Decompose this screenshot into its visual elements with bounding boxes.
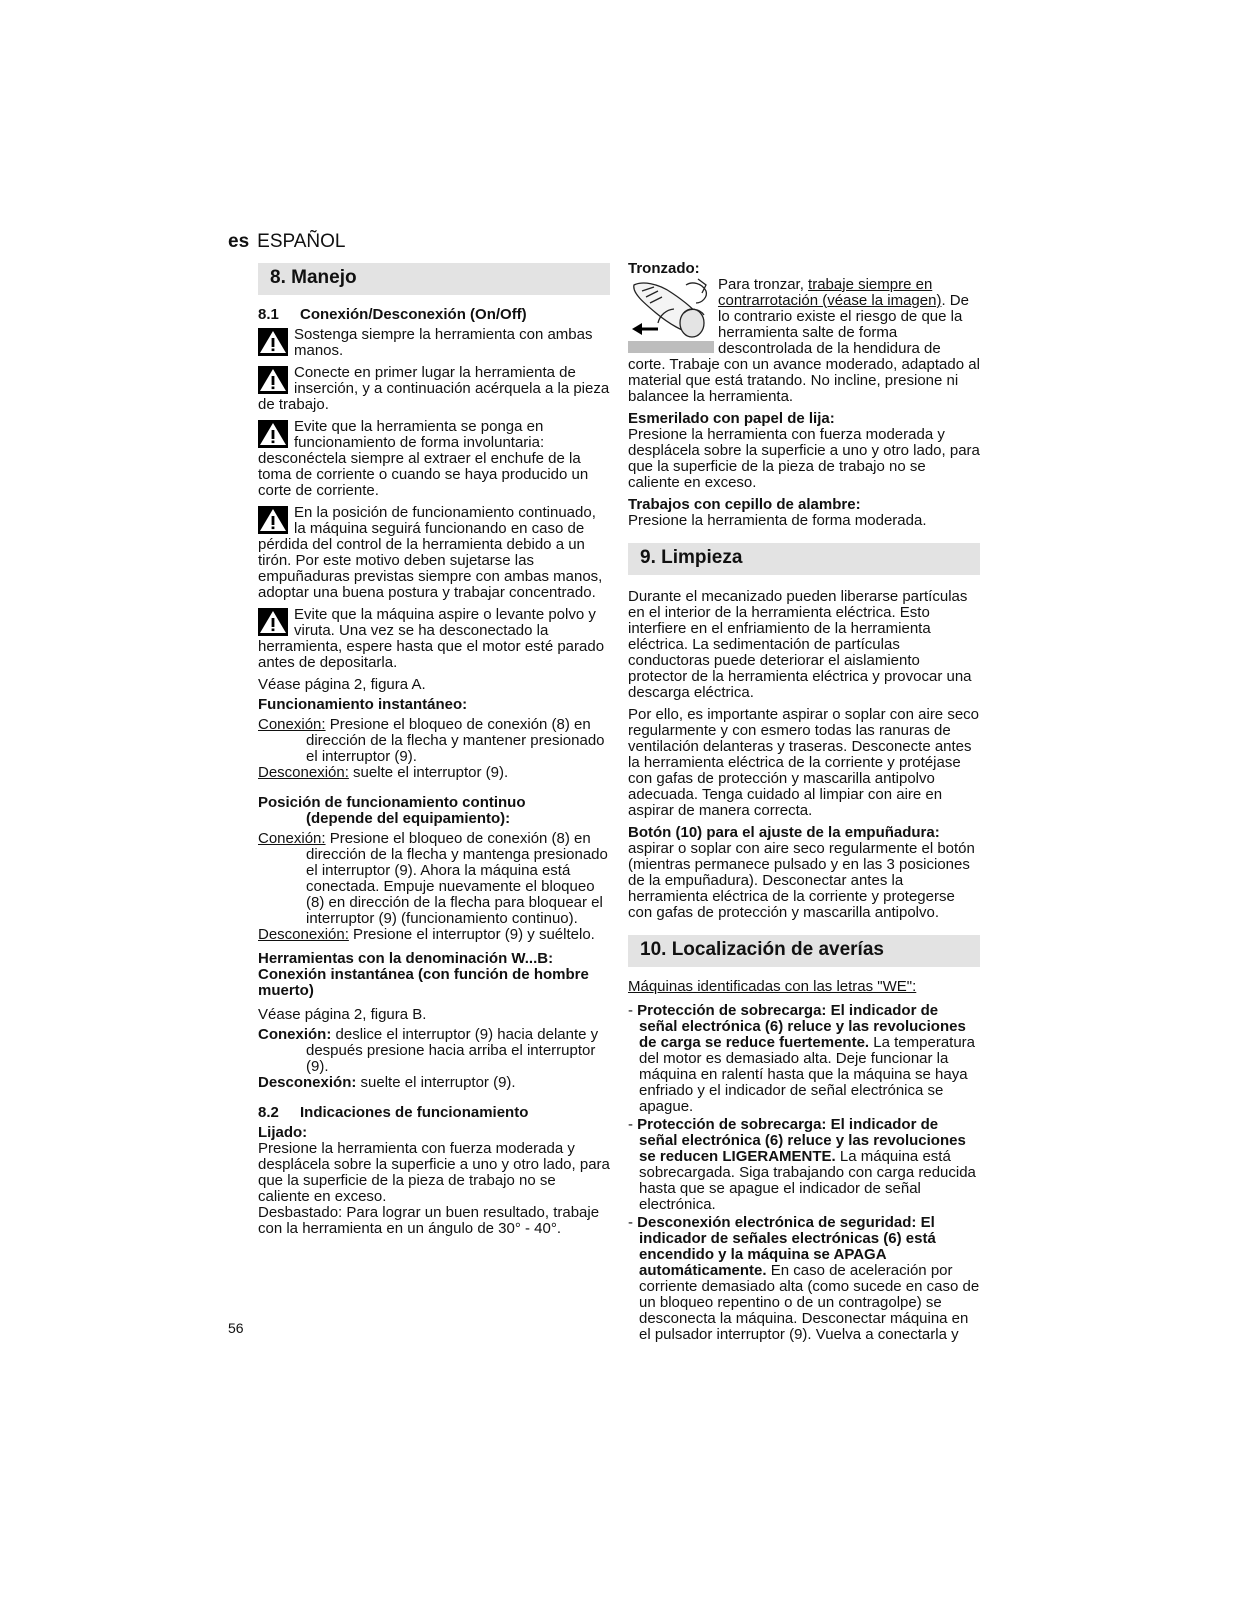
- troubleshooting-item-bold: Protección de sobrecarga: El indicador de señal electrónica (6) reluce y las revoluciones de carga se reduce fuertemente.: [637, 1002, 966, 1051]
- language-header: [228, 232, 346, 252]
- instant-off-label: Desconexión:: [258, 764, 349, 781]
- section-8-2-number: 8.2: [258, 1104, 279, 1121]
- warning-block: [258, 419, 610, 499]
- warning-icon: [258, 608, 288, 636]
- wire-brush-title: Trabajos con cepillo de alambre:: [628, 496, 861, 513]
- section-8-1-title: Conexión/Desconexión (On/Off): [300, 306, 527, 323]
- warning-block: [258, 365, 610, 413]
- warning-icon: [258, 506, 288, 534]
- wb-off-paragraph: [258, 1075, 610, 1091]
- sanding-paper-text: Presione la herramienta con fuerza moderada y desplácela sobre la superficie a uno y otro lado, para que la superficie de la pieza de trabajo no se caliente en exceso.: [628, 426, 980, 491]
- sanding-paper-title: Esmerilado con papel de lija:: [628, 410, 835, 427]
- troubleshooting-item-bold: Desconexión electrónica de seguridad: El indicador de señales electrónicas (6) está encendido y la máquina se APAGA automáticamente.: [637, 1214, 936, 1279]
- continuous-on-paragraph: [258, 831, 610, 927]
- continuous-on-label: Conexión:: [258, 830, 326, 847]
- wire-brush-text: Presione la herramienta de forma moderada.: [628, 512, 927, 529]
- continuous-on-text: Presione el bloqueo de conexión (8) en dirección de la flecha y mantenga presionado el interruptor (9). Ahora la máquina está conectada. Empuje nuevamente el bloqueo (8) en dirección de la flecha para bloquear el interruptor (9) (funcionamiento continuo).: [306, 830, 608, 927]
- troubleshooting-item-text: La máquina está sobrecargada. Siga trabajando con carga reducida hasta que se apague el indicador de señal electrónica.: [639, 1148, 976, 1213]
- cutting-text-link: trabaje siempre en contrarrotación (véase la imagen): [718, 276, 942, 309]
- instant-off-paragraph: [258, 765, 610, 781]
- instant-on-text: Presione el bloqueo de conexión (8) en dirección de la flecha y mantener presionado el interruptor (9).: [306, 716, 605, 765]
- continuous-off-label: Desconexión:: [258, 926, 349, 943]
- troubleshooting-item: - Desconexión electrónica de seguridad: El indicador de señales electrónicas (6) está encendido y la máquina se APAGA automáticamente. En caso de aceleración por corriente demasiado alta (como sucede en caso de un bloqueo repentino o de un contragolpe) se desconecta la máquina. Desconectar máquina en el pulsador interruptor (9). Vuelva a conectarla y: [628, 1214, 980, 1343]
- cutting-title: Tronzado:: [628, 260, 700, 277]
- warning-text: Sostenga siempre la herramienta con ambas manos.: [294, 326, 593, 359]
- section-10-title: 10. Localización de averías: [628, 935, 980, 967]
- continuous-off-paragraph: [258, 927, 610, 943]
- language-name: ESPAÑOL: [257, 231, 346, 252]
- left-column: [258, 263, 610, 1241]
- troubleshooting-item-text: En caso de aceleración por corriente demasiado alta (como sucede en caso de un bloqueo repentino o de un contragolpe) se desconecta la máquina. Desconectar máquina en el pulsador interruptor (9). Vuelva a conectarla y: [639, 1262, 980, 1343]
- continuous-title-2: (depende del equipamiento):: [306, 810, 511, 827]
- section-8-1-number: 8.1: [258, 306, 279, 323]
- wb-off-text: suelte el interruptor (9).: [356, 1074, 516, 1091]
- cleaning-paragraph-2: Por ello, es importante aspirar o soplar con aire seco regularmente y con esmero todas las ranuras de ventilación delanteras y traseras. Desconecte antes la herramienta eléctrica de la corriente y protéjase con gafas de protección y mascarilla antipolvo adecuada. Tenga cuidado al limpiar con aire en aspirar de manera correcta.: [628, 706, 980, 819]
- warning-block: [258, 505, 610, 601]
- troubleshooting-item-bold: Protección de sobrecarga: El indicador de señal electrónica (6) reluce y las revoluciones se reducen LIGERAMENTE.: [637, 1116, 966, 1165]
- troubleshooting-item: - Protección de sobrecarga: El indicador de señal electrónica (6) reluce y las revoluciones se reducen LIGERAMENTE. La máquina está sobrecargada. Siga trabajando con carga reducida hasta que se apague el indicador de señal electrónica.: [628, 1116, 976, 1213]
- warning-text: En la posición de funcionamiento continuado, la máquina seguirá funcionando en caso de pérdida del control de la herramienta debido a un tirón. Por este motivo deben sujetarse las empuñaduras previstas siempre con ambas manos, adoptar una buena postura y trabajar concentrado.: [258, 504, 603, 601]
- see-figure-b: Véase página 2, figura B.: [258, 1006, 427, 1023]
- cleaning-paragraph-1: Durante el mecanizado pueden liberarse partículas en el interior de la herramienta eléctrica. Esto interfiere en el enfriamiento de la herramienta eléctrica. La sedimentación de partículas conductoras puede deteriorar el aislamiento protector de la herramienta eléctrica y provocar una descarga eléctrica.: [628, 588, 972, 701]
- section-8-2-title: Indicaciones de funcionamiento: [300, 1104, 529, 1121]
- instant-operation-title: Funcionamiento instantáneo:: [258, 696, 468, 713]
- grip-button-text: aspirar o soplar con aire seco regularmente el botón (mientras permanece pulsado y en las 3 posiciones de la empuñadura). Desconectar antes la herramienta eléctrica de la corriente y protegerse con gafas de protección y mascarilla antipolvo.: [628, 840, 975, 921]
- instant-on-label: Conexión:: [258, 716, 326, 733]
- section-8-1-heading: [258, 307, 610, 323]
- warning-icon: [258, 328, 288, 356]
- warning-text: Conecte en primer lugar la herramienta de inserción, y a continuación acérquela a la pieza de trabajo.: [258, 364, 610, 413]
- section-8-title: 8. Manejo: [258, 263, 610, 295]
- warning-block: [258, 327, 610, 359]
- wb-tools-title: Herramientas con la denominación W...B: Conexión instantánea (con función de hombre muerto): [258, 950, 589, 999]
- language-code: es: [228, 231, 250, 252]
- section-8-2-heading: [258, 1105, 610, 1121]
- wb-on-paragraph: [258, 1027, 610, 1075]
- instant-off-text: suelte el interruptor (9).: [348, 764, 509, 781]
- warning-text: Evite que la herramienta se ponga en funcionamiento de forma involuntaria: desconéctela siempre al extraer el enchufe de la toma de corriente o cuando se haya producido un corte de corriente.: [258, 418, 589, 499]
- sanding-text: Presione la herramienta con fuerza moderada y desplácela sobre la superficie a uno y otro lado, para que la superficie de la pieza de trabajo no se caliente en exceso.: [258, 1140, 610, 1205]
- roughing-text: Desbastado: Para lograr un buen resultado, trabaje con la herramienta en un ángulo de 30° - 40°.: [258, 1204, 600, 1237]
- grip-button-title: Botón (10) para el ajuste de la empuñadura:: [628, 824, 940, 841]
- cutting-text-pre: Para tronzar,: [718, 276, 809, 293]
- warning-icon: [258, 420, 288, 448]
- warning-text: Evite que la máquina aspire o levante polvo y viruta. Una vez se ha desconectado la herramienta, espere hasta que el motor esté parado antes de depositarla.: [258, 606, 605, 671]
- troubleshooting-item: - Protección de sobrecarga: El indicador de señal electrónica (6) reluce y las revoluciones de carga se reduce fuertemente. La temperatura del motor es demasiado alta. Deje funcionar la máquina en ralentí hasta que la máquina se haya enfriado y el indicador de señal electrónica se apague.: [628, 1002, 976, 1115]
- page-number: 56: [228, 1320, 244, 1336]
- sanding-title: Lijado:: [258, 1124, 308, 1141]
- cutting-paragraph: [628, 277, 980, 405]
- continuous-title: Posición de funcionamiento continuo: [258, 794, 526, 811]
- section-9-title: 9. Limpieza: [628, 543, 980, 575]
- wb-off-label: Desconexión:: [258, 1074, 357, 1091]
- wb-on-text: deslice el interruptor (9) hacia delante y después presione hacia arriba el interruptor (9).: [306, 1026, 599, 1075]
- warning-block: [258, 607, 610, 671]
- troubleshooting-intro: Máquinas identificadas con las letras "WE":: [628, 978, 917, 995]
- continuous-off-text: Presione el interruptor (9) y suéltelo.: [348, 926, 595, 943]
- instant-on-paragraph: [258, 717, 610, 765]
- right-column: [628, 261, 980, 1345]
- cutting-direction-illustration: [628, 277, 714, 353]
- troubleshooting-item-text: La temperatura del motor es demasiado alta. Deje funcionar la máquina en ralentí hasta que la máquina se haya enfriado y el indicador de señal electrónica se apague.: [639, 1034, 976, 1115]
- warning-icon: [258, 366, 288, 394]
- wb-on-label: Conexión:: [258, 1026, 332, 1043]
- cutting-text-post: . De lo contrario existe el riesgo de que la herramienta salte de forma descontrolada de la hendidura de corte. Trabaje con un avance moderado, adaptado al material que está tratando. No incline, presione ni balancee la herramienta.: [628, 292, 980, 405]
- see-figure-a: Véase página 2, figura A.: [258, 676, 426, 693]
